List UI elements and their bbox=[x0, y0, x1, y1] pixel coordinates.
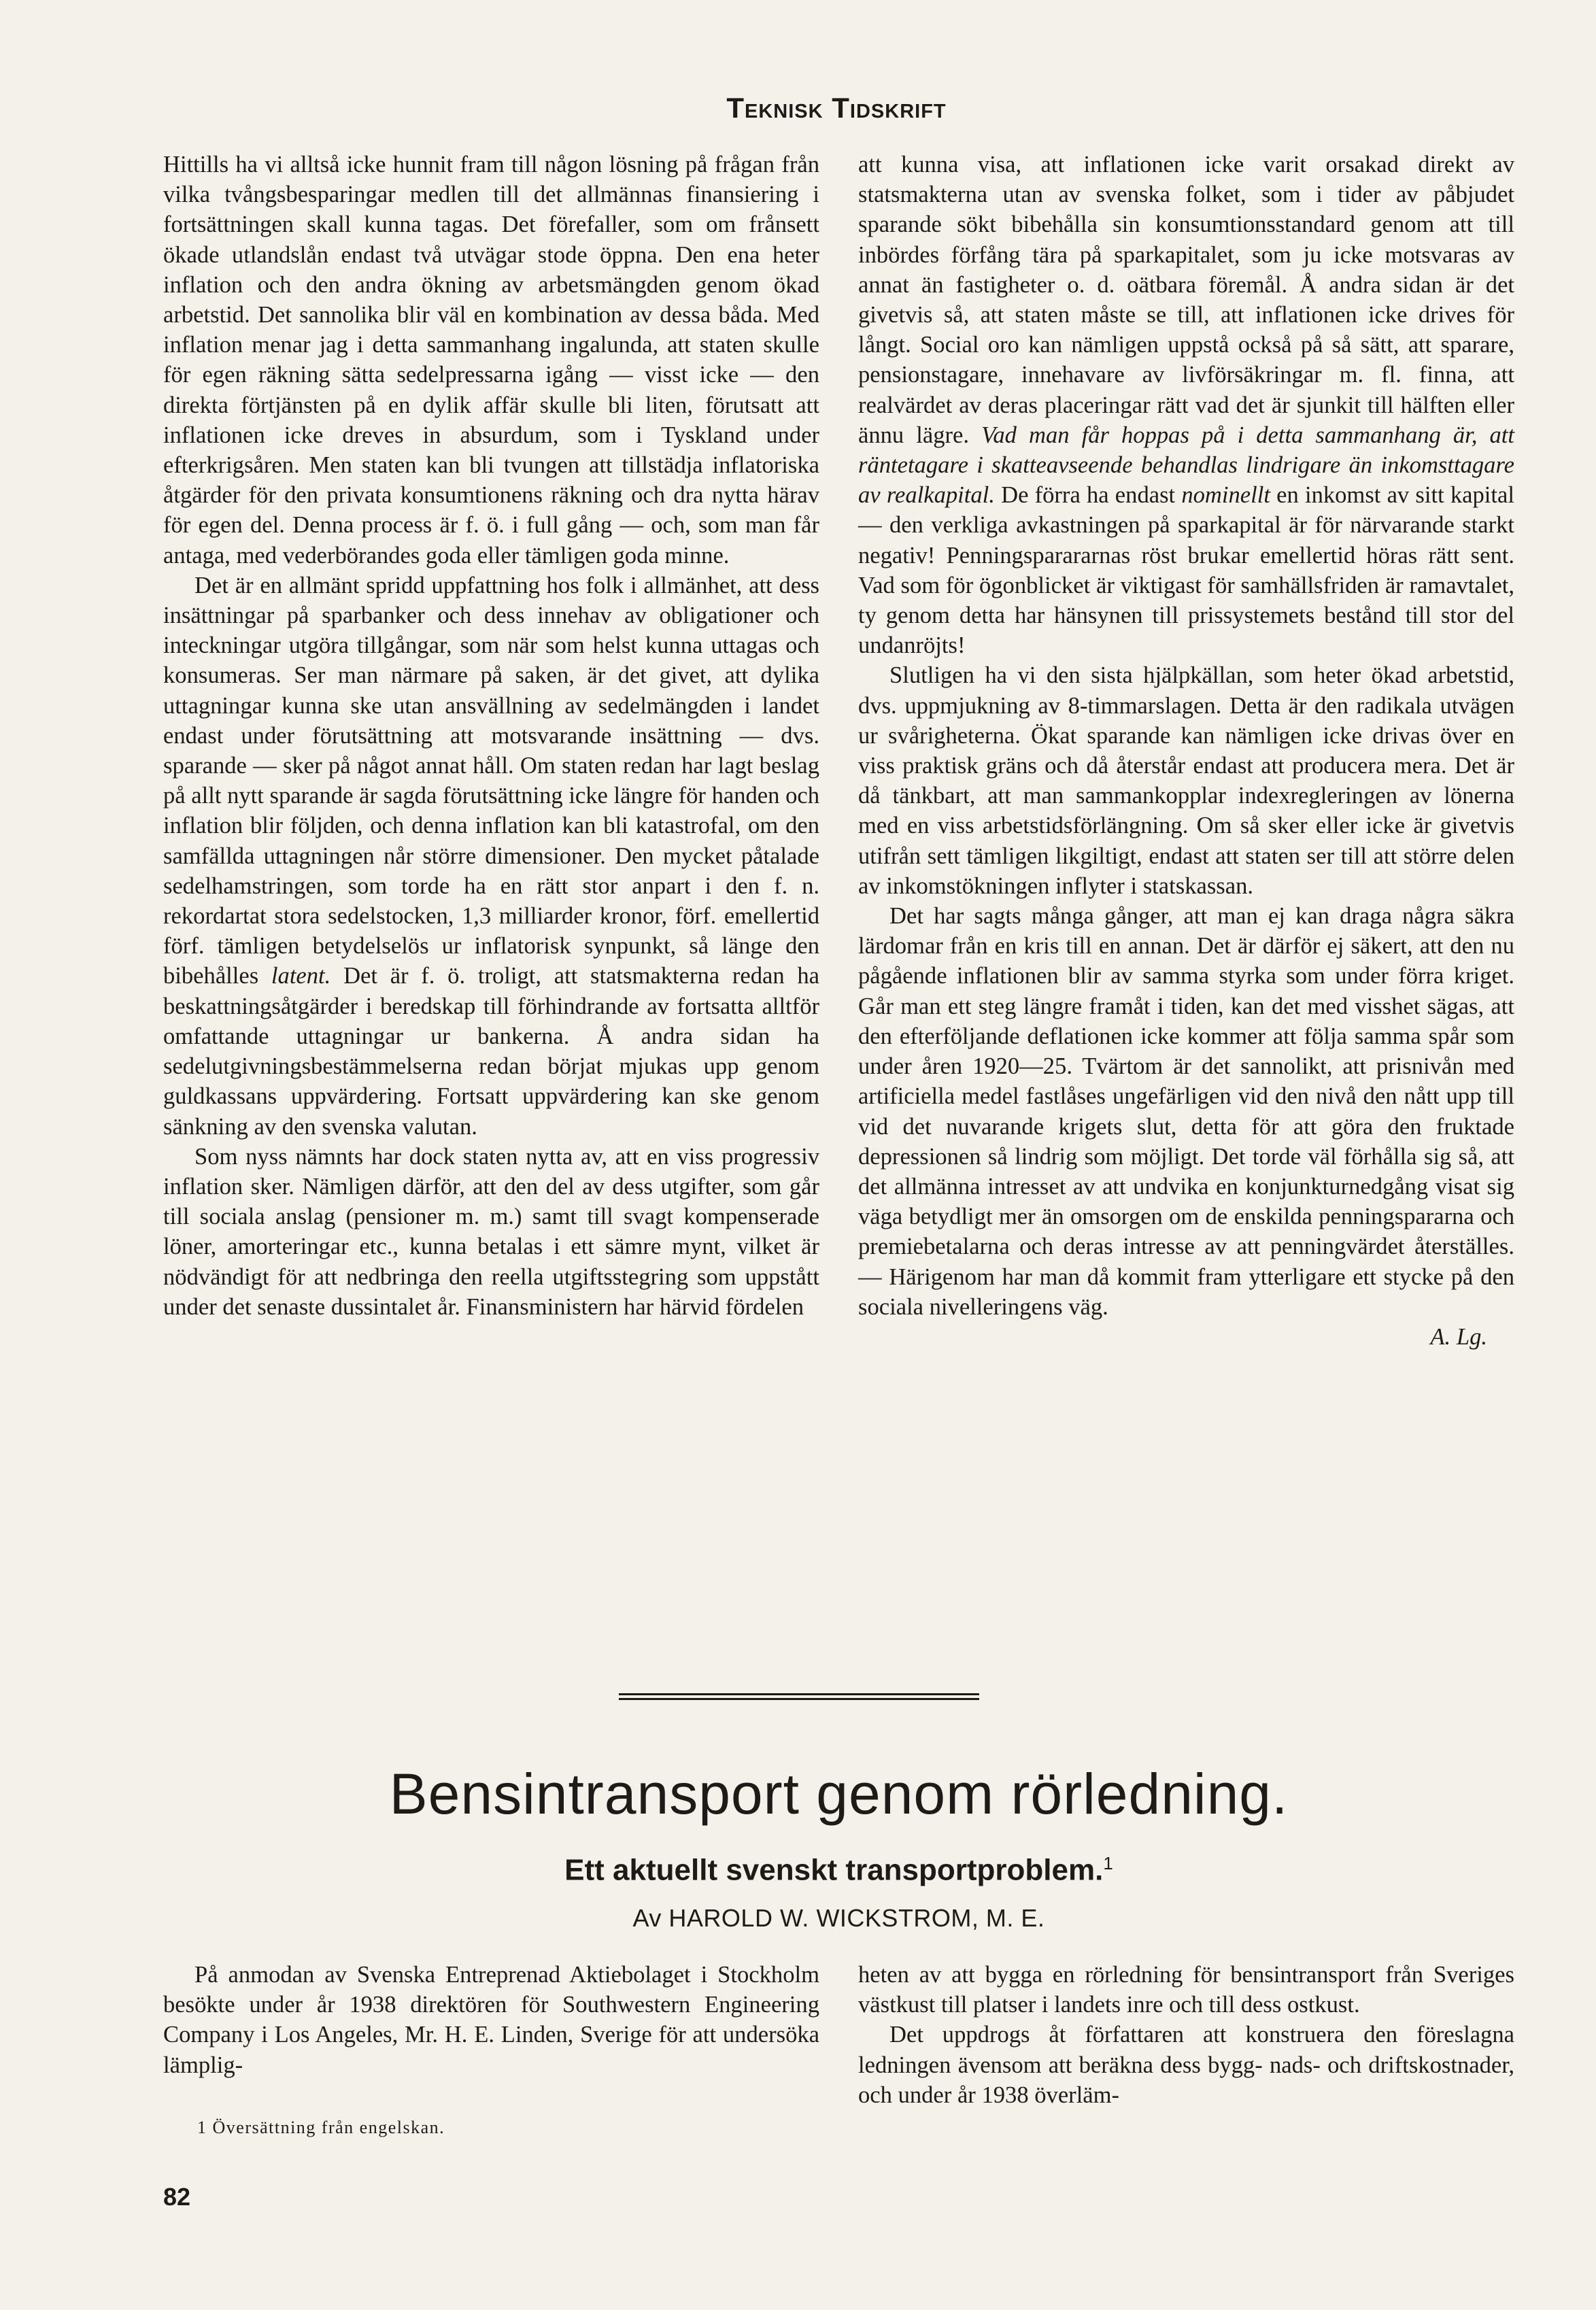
subtitle-text: Ett aktuellt svenskt transportproblem. bbox=[564, 1853, 1104, 1887]
page-number: 82 bbox=[163, 2183, 191, 2211]
right-column-bottom bbox=[858, 1960, 1514, 2110]
paragraph: På anmodan av Svenska Entreprenad Aktiebolaget i Stockholm besökte under år 1938 direktören för Southwestern Engineering Company i Los Angeles, Mr. H. E. Linden, Sverige för att undersöka lämplig- bbox=[163, 1962, 819, 2078]
paragraph: Slutligen ha vi den sista hjälpkällan, som heter ökad arbetstid, dvs. uppmjukning av 8-timmarslagen. Detta är den radikala utvägen ur svårigheterna. Ökat sparande kan nämligen icke drivas över en viss praktisk gräns och då återstår endast att producera mera. Det är då tänkbart, att man sammankopplar indexregleringen av lönerna med en viss arbetstidsförlängning. Om så sker eller icke är givetvis utifrån sett tämligen likgiltigt, endast att staten ser till att större delen av inkomstökningen inflyter i statskassan. bbox=[858, 662, 1514, 899]
paragraph-text: en inkomst av sitt kapital — den verkliga avkastningen på sparkapital är för närvarande starkt negativ! Penningsparararnas röst brukar emellertid höras rätt sent. Vad som för ögonblicket är viktigast för samhällsfriden är ramavtalet, ty genom detta har hänsynen till prissystemets bestånd till stor del undanröjts! bbox=[858, 482, 1514, 659]
paragraph: Det har sagts många gånger, att man ej kan draga några säkra lärdomar från en kris till en annan. Det är därför ej säkert, att den nu pågående inflationen blir av samma styrka som under förra kriget. Går man ett steg längre framåt i tiden, kan det med visshet sägas, att den efterföljande deflationen icke kommer att följa samma spår som under åren 1920—25. Tvärtom är det sannolikt, att prisnivån med artificiella medel fastlåses ungefärligen vid den nivå den nått upp till vid det nuvarande krigets slut, detta för att göra den fruktade depressionen så lindrig som möjligt. Det torde väl förhålla sig så, att det allmänna intresset av att undvika en konjunkturnedgång visat sig väga betydligt mer än omsorgen om de enskilda penningspararna och premiebetalarna och deras intresse av att penningvärdet återställes. — Härigenom har man då kommit fram ytterligare ett stycke på den sociala nivelleringens väg. bbox=[858, 903, 1514, 1320]
paragraph bbox=[163, 571, 819, 1142]
section-divider bbox=[619, 1693, 979, 1700]
right-column-top bbox=[858, 150, 1514, 1352]
paragraph bbox=[858, 150, 1514, 660]
paragraph: Det uppdrogs åt författaren att konstruera den föreslagna ledningen ävensom att beräkna dess bygg- nads- och driftskostnader, och under år 1938 överläm- bbox=[858, 2022, 1514, 2108]
paragraph-text: att kunna visa, att inflationen icke varit orsakad direkt av statsmakterna utan av svenska folket, som i tider av påbjudet sparande sökt bibehålla sin konsumtionsstandard genom att till inbördes förfång tära på sparkapitalet, som ju icke motsvaras av annat än fastigheter o. d. oätbara föremål. Å andra sidan är det givetvis så, att staten måste se till, att inflationen icke drives för långt. Social oro kan nämligen uppstå också på så sätt, att sparare, pensionstagare, innehavare av livförsäkringar m. fl. finna, att realvärdet av deras placeringar rätt vad det är sjunkit till hälften eller ännu lägre. bbox=[858, 152, 1514, 448]
footnote: 1 Översättning från engelskan. bbox=[197, 2118, 445, 2137]
italic-sentence: Vad man får hoppas på i detta sammanhang är, att räntetagare i skatteavseende behandlas lindrigare än inkomsttagare av realkapital. bbox=[858, 422, 1514, 509]
paragraph-text: Det är en allmänt spridd uppfattning hos folk i allmänhet, att dess insättningar på sparbanker och dess innehav av obligationer och inteckningar utgöra tillgångar, som när som helst kunna uttagas och konsumeras. Ser man närmare på saken, är det givet, att dylika uttagningar kunna ske utan ansvällning av sedelmängden i landet endast under förutsättning att motsvarande insättning — dvs. sparande — sker på något annat håll. Om staten redan har lagt beslag på allt nytt sparande är sagda förutsättning icke längre för handen och inflation blir följden, och denna inflation kan bli katastrofal, om den samfällda uttagningen når större dimensioner. Den mycket påtalade sedelhamstringen, som torde ha en rätt stor anpart i den f. n. rekordartat stora sedelstocken, 1,3 milliarder kronor, förf. emellertid förf. tämligen betydelselös ur inflatorisk synpunkt, så länge den bibehålles bbox=[163, 572, 819, 989]
article-subtitle bbox=[163, 1853, 1514, 1888]
paragraph: Hittills ha vi alltså icke hunnit fram till någon lösning på frågan från vilka tvångsbesparingar medlen till det allmännas finansiering i fortsättningen skall kunna tagas. Det förefaller, som om frånsett ökade utlandslån endast två utvägar stode öppna. Den ena heter inflation och den andra ökning av arbetsmängden genom ökad arbetstid. Det sannolika blir väl en kombination av dessa båda. Med inflation menar jag i detta sammanhang ingalunda, att staten skulle för egen räkning sätta sedelpressarna igång — visst icke — den direkta förtjänsten på en dylik affär skulle bli liten, förutsatt att inflationen icke dreves in absurdum, som i Tyskland under efterkrigsåren. Men staten kan bli tvungen att tillstädja inflatoriska åtgärder för den privata konsumtionens räkning och dra nytta härav för egen del. Denna process är f. ö. i full gång — och, som man får antaga, med vederbörandes goda eller tämligen goda minne. bbox=[163, 152, 819, 568]
paragraph-text: Det är f. ö. troligt, att statsmakterna redan ha beskattningsåtgärder i beredskap till förhindrande av fortsatta alltför omfattande uttagningar ur bankerna. Å andra sidan ha sedelutgivningsbestämmelserna redan börjat mjukas upp genom guldkassans uppvärdering. Fortsatt uppvärdering kan ske genom sänkning av den svenska valutan. bbox=[163, 963, 819, 1140]
article-title: Bensintransport genom rörledning. bbox=[389, 1762, 1289, 1826]
left-column-top bbox=[163, 150, 819, 1322]
paragraph: Som nyss nämnts har dock staten nytta av, att en viss progressiv inflation sker. Nämligen därför, att den del av dess utgifter, som går till sociala anslag (pensioner m. m.) samt till svagt kompenserade löner, amorteringar etc., kunna betalas i ett sämre mynt, vilket är nödvändigt för att nedbringa den reella utgiftsstegring som uppstått under det senaste dussintalet år. Finansministern har härvid fördelen bbox=[163, 1143, 819, 1320]
paragraph-text: De förra ha endast bbox=[1001, 482, 1176, 509]
author-signature: A. Lg. bbox=[1430, 1323, 1487, 1350]
article-byline: Av HAROLD W. WICKSTROM, M. E. bbox=[632, 1904, 1045, 1932]
footnote-mark: 1 bbox=[1103, 1853, 1113, 1873]
italic-word: latent. bbox=[271, 963, 331, 989]
left-column-bottom bbox=[163, 1960, 819, 2080]
paragraph: heten av att bygga en rörledning för bensintransport från Sveriges västkust till platser i landets inre och till dess ostkust. bbox=[858, 1962, 1514, 2018]
running-head: Teknisk Tidskrift bbox=[726, 92, 947, 124]
italic-word: nominellt bbox=[1181, 482, 1270, 509]
